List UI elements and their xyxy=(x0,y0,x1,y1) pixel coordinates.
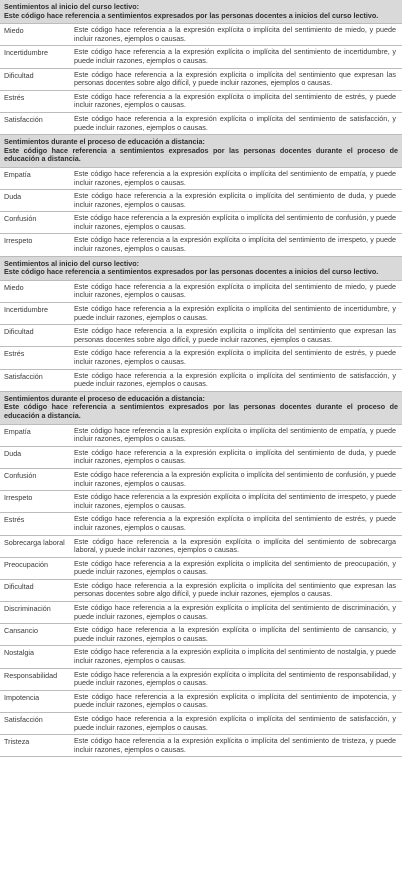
table-row xyxy=(0,112,402,134)
code-term: Incertidumbre xyxy=(0,46,70,68)
code-description: Este código hace referencia a la expresión explícita o implícita del sentimiento de miedo, y puede incluir razones, ejemplos o causas. xyxy=(70,24,402,46)
section-header xyxy=(0,135,402,168)
section-heading: Sentimientos al inicio del curso lectivo: xyxy=(4,258,139,268)
code-term: Empatía xyxy=(0,424,70,446)
section-subheading: Este código hace referencia a sentimientos expresados por las personas docentes durante el proceso de educación a distancia. xyxy=(4,145,399,164)
code-term: Cansancio xyxy=(0,624,70,646)
code-term: Irrespeto xyxy=(0,234,70,256)
code-description: Este código hace referencia a la expresión explícita o implícita del sentimiento que expresan las personas docentes sobre algo difícil, y puede incluir razones, ejemplos o causas. xyxy=(70,579,402,601)
code-description: Este código hace referencia a la expresión explícita o implícita del sentimiento de satisfacción, y puede incluir razones, ejemplos o causas. xyxy=(70,369,402,391)
table-row xyxy=(0,90,402,112)
code-term: Confusión xyxy=(0,212,70,234)
section-subheading: Este código hace referencia a sentimientos expresados por las personas docentes a inicios del curso lectivo. xyxy=(4,267,379,277)
section-heading: Sentimientos durante el proceso de educación a distancia: xyxy=(4,393,205,403)
code-term: Incertidumbre xyxy=(0,303,70,325)
table-row xyxy=(0,212,402,234)
code-description: Este código hace referencia a la expresión explícita o implícita del sentimiento de incertidumbre, y puede incluir razones, ejemplos o causas. xyxy=(70,303,402,325)
table-row xyxy=(0,424,402,446)
code-description: Este código hace referencia a la expresión explícita o implícita del sentimiento de irrespeto, y puede incluir razones, ejemplos o causas. xyxy=(70,491,402,513)
table-row xyxy=(0,624,402,646)
code-term: Satisfacción xyxy=(0,112,70,134)
code-term: Dificultad xyxy=(0,579,70,601)
table-row xyxy=(0,325,402,347)
table-row xyxy=(0,347,402,369)
table-row xyxy=(0,280,402,302)
code-description: Este código hace referencia a la expresión explícita o implícita del sentimiento de duda, y puede incluir razones, ejemplos o causas. xyxy=(70,190,402,212)
table-row xyxy=(0,446,402,468)
code-term: Miedo xyxy=(0,24,70,46)
code-description: Este código hace referencia a la expresión explícita o implícita del sentimiento de confusión, y puede incluir razones, ejemplos o causas. xyxy=(70,468,402,490)
code-term: Sobrecarga laboral xyxy=(0,535,70,557)
code-description: Este código hace referencia a la expresión explícita o implícita del sentimiento de cansancio, y puede incluir razones, ejemplos o causas. xyxy=(70,624,402,646)
code-term: Responsabilidad xyxy=(0,668,70,690)
table-row xyxy=(0,167,402,189)
code-description: Este código hace referencia a la expresión explícita o implícita del sentimiento de empatía, y puede incluir razones, ejemplos o causas. xyxy=(70,424,402,446)
code-description: Este código hace referencia a la expresión explícita o implícita del sentimiento de estrés, y puede incluir razones, ejemplos o causas. xyxy=(70,347,402,369)
table-row xyxy=(0,468,402,490)
code-description: Este código hace referencia a la expresión explícita o implícita del sentimiento de nostalgia, y puede incluir razones, ejemplos o causas. xyxy=(70,646,402,668)
table-row xyxy=(0,690,402,712)
table-row xyxy=(0,46,402,68)
code-term: Estrés xyxy=(0,90,70,112)
code-description: Este código hace referencia a la expresión explícita o implícita del sentimiento de sobrecarga laboral, y puede incluir razones, ejemplos o causas. xyxy=(70,535,402,557)
section-header xyxy=(0,256,402,280)
code-term: Duda xyxy=(0,446,70,468)
table-row xyxy=(0,602,402,624)
code-term: Satisfacción xyxy=(0,713,70,735)
table-row xyxy=(0,491,402,513)
code-term: Irrespeto xyxy=(0,491,70,513)
code-term: Preocupación xyxy=(0,557,70,579)
code-term: Dificultad xyxy=(0,68,70,90)
code-term: Confusión xyxy=(0,468,70,490)
code-description: Este código hace referencia a la expresión explícita o implícita del sentimiento de duda, y puede incluir razones, ejemplos o causas. xyxy=(70,446,402,468)
table-row xyxy=(0,513,402,535)
code-term: Nostalgia xyxy=(0,646,70,668)
code-description: Este código hace referencia a la expresión explícita o implícita del sentimiento de confusión, y puede incluir razones, ejemplos o causas. xyxy=(70,212,402,234)
code-term: Satisfacción xyxy=(0,369,70,391)
code-description: Este código hace referencia a la expresión explícita o implícita del sentimiento de responsabilidad, y puede incluir razones, ejemplos o causas. xyxy=(70,668,402,690)
table-row xyxy=(0,535,402,557)
code-term: Tristeza xyxy=(0,735,70,757)
section-heading: Sentimientos al inicio del curso lectivo: xyxy=(4,2,139,11)
section-header xyxy=(0,0,402,24)
section-subheading: Este código hace referencia a sentimientos expresados por las personas docentes durante el proceso de educación a distancia. xyxy=(4,402,399,420)
code-term: Duda xyxy=(0,190,70,212)
code-description: Este código hace referencia a la expresión explícita o implícita del sentimiento de impotencia, y puede incluir razones, ejemplos o causas. xyxy=(70,690,402,712)
code-description: Este código hace referencia a la expresión explícita o implícita del sentimiento que expresan las personas docentes sobre algo difícil, y puede incluir razones, ejemplos o causas. xyxy=(70,68,402,90)
code-description: Este código hace referencia a la expresión explícita o implícita del sentimiento que expresan las personas docentes sobre algo difícil, y puede incluir razones, ejemplos o causas. xyxy=(70,325,402,347)
section-header-cell xyxy=(0,256,402,280)
code-term: Miedo xyxy=(0,280,70,302)
section-header-cell xyxy=(0,135,402,168)
code-term: Dificultad xyxy=(0,325,70,347)
table-row xyxy=(0,369,402,391)
code-description: Este código hace referencia a la expresión explícita o implícita del sentimiento de tristeza, y puede incluir razones, ejemplos o causas. xyxy=(70,735,402,757)
code-description: Este código hace referencia a la expresión explícita o implícita del sentimiento de estrés, y puede incluir razones, ejemplos o causas. xyxy=(70,513,402,535)
code-term: Estrés xyxy=(0,513,70,535)
section-header-cell xyxy=(0,0,402,24)
table-row xyxy=(0,735,402,757)
code-description: Este código hace referencia a la expresión explícita o implícita del sentimiento de incertidumbre, y puede incluir razones, ejemplos o causas. xyxy=(70,46,402,68)
code-term: Impotencia xyxy=(0,690,70,712)
code-description: Este código hace referencia a la expresión explícita o implícita del sentimiento de estrés, y puede incluir razones, ejemplos o causas. xyxy=(70,90,402,112)
table-row xyxy=(0,668,402,690)
table-row xyxy=(0,24,402,46)
section-header xyxy=(0,391,402,424)
code-description: Este código hace referencia a la expresión explícita o implícita del sentimiento de satisfacción, y puede incluir razones, ejemplos o causas. xyxy=(70,713,402,735)
code-description: Este código hace referencia a la expresión explícita o implícita del sentimiento de empatía, y puede incluir razones, ejemplos o causas. xyxy=(70,167,402,189)
code-description: Este código hace referencia a la expresión explícita o implícita del sentimiento de satisfacción, y puede incluir razones, ejemplos o causas. xyxy=(70,112,402,134)
code-description: Este código hace referencia a la expresión explícita o implícita del sentimiento de miedo, y puede incluir razones, ejemplos o causas. xyxy=(70,280,402,302)
code-term: Discriminación xyxy=(0,602,70,624)
table-row xyxy=(0,303,402,325)
section-subheading: Este código hace referencia a sentimientos expresados por las personas docentes a inicios del curso lectivo. xyxy=(4,10,379,20)
section-heading: Sentimientos durante el proceso de educación a distancia: xyxy=(4,137,205,147)
code-description: Este código hace referencia a la expresión explícita o implícita del sentimiento de discriminación, y puede incluir razones, ejemplos o causas. xyxy=(70,602,402,624)
table-row xyxy=(0,557,402,579)
code-description: Este código hace referencia a la expresión explícita o implícita del sentimiento de preocupación, y puede incluir razones, ejemplos o causas. xyxy=(70,557,402,579)
table-row xyxy=(0,646,402,668)
section-header-cell xyxy=(0,391,402,424)
code-term: Empatía xyxy=(0,167,70,189)
code-description: Este código hace referencia a la expresión explícita o implícita del sentimiento de irrespeto, y puede incluir razones, ejemplos o causas. xyxy=(70,234,402,256)
code-term: Estrés xyxy=(0,347,70,369)
table-row xyxy=(0,190,402,212)
table-row xyxy=(0,68,402,90)
table-row xyxy=(0,713,402,735)
table-row xyxy=(0,579,402,601)
table-row xyxy=(0,234,402,256)
